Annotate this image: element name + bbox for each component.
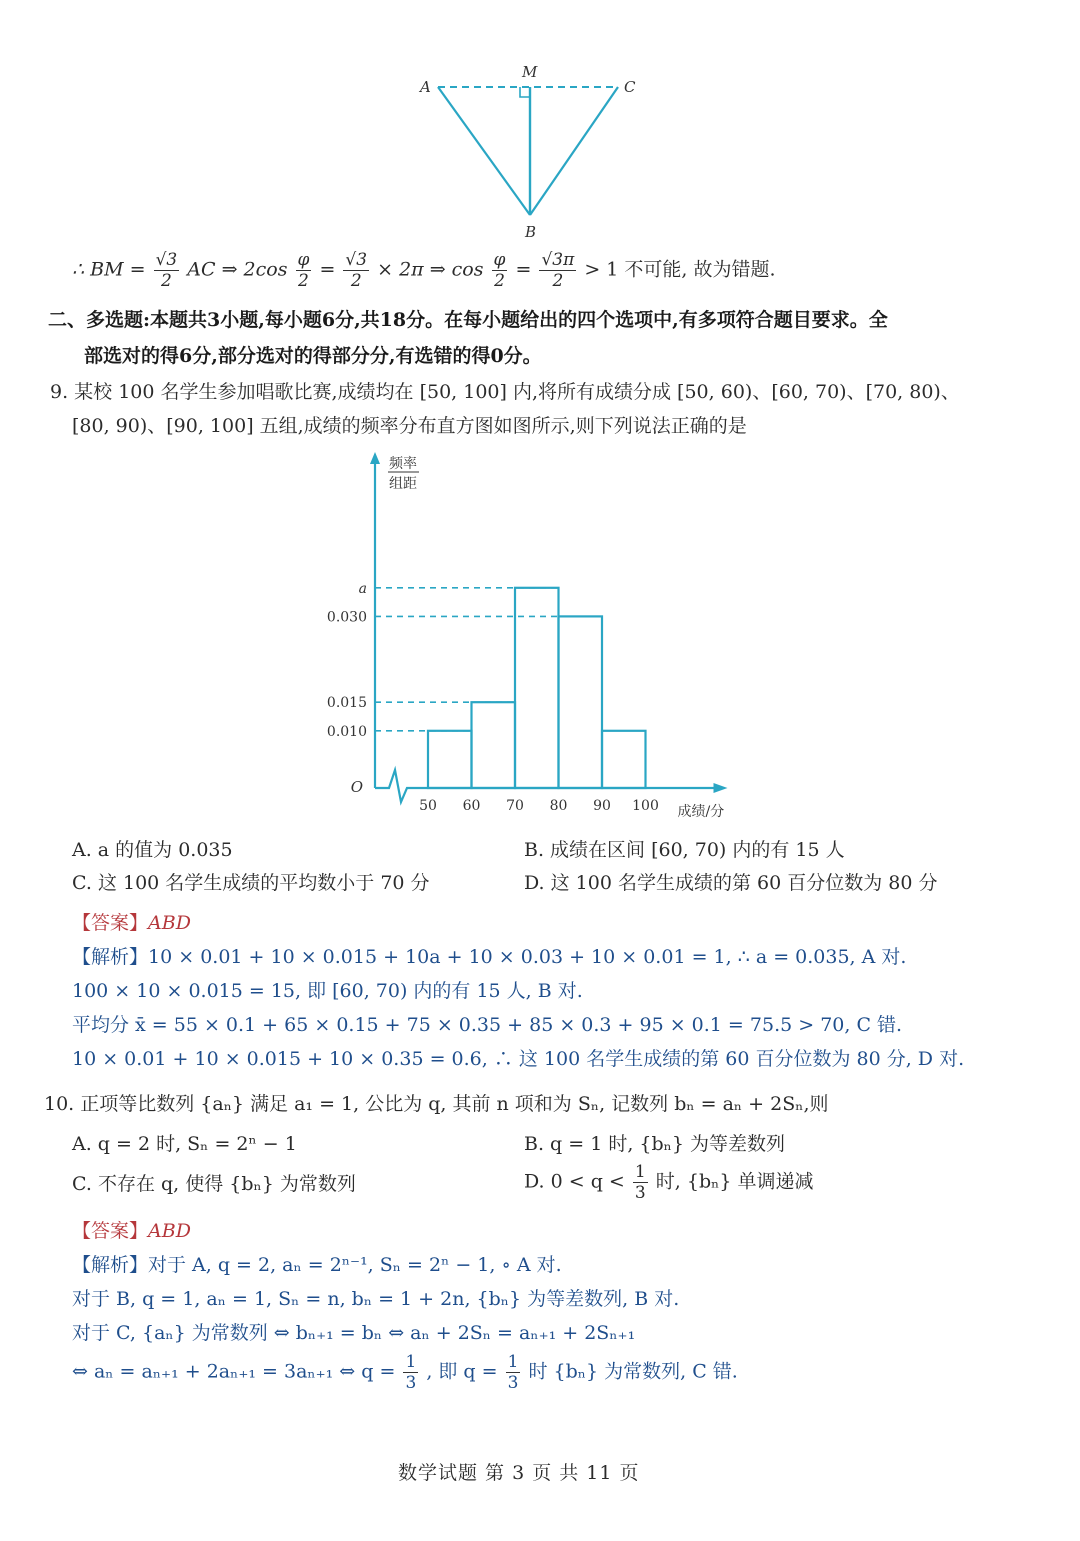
answer-value: ABD	[148, 912, 191, 934]
q9-analysis-1	[72, 943, 906, 971]
fraction-num: 1	[634, 1162, 646, 1182]
q9-answer	[72, 909, 191, 937]
x-tick-label: 60	[462, 798, 481, 814]
fraction	[492, 250, 508, 291]
q10-analysis-1	[72, 1251, 562, 1279]
fraction-den: 2	[160, 271, 172, 291]
section-heading-line2: 部选对的得6分,部分选对的得部分分,有选错的得0分。	[84, 345, 542, 367]
y-tick-label: a	[358, 580, 367, 597]
analysis-text: 时 {bₙ} 为常数列, C 错.	[528, 1360, 738, 1383]
q10-analysis-4	[72, 1352, 738, 1393]
fraction	[343, 250, 369, 291]
fraction-den: 2	[494, 271, 505, 291]
analysis-text: ⇔ aₙ = aₙ₊₁ + 2aₙ₊₁ = 3aₙ₊₁ ⇔ q =	[72, 1360, 396, 1383]
q9-option-c: C. 这 100 名学生成绩的平均数小于 70 分	[72, 872, 430, 894]
fraction-num: φ	[493, 250, 506, 270]
bm-formula-line	[72, 250, 776, 291]
histogram-bar	[428, 731, 472, 788]
analysis-label: 【解析】	[72, 1254, 149, 1276]
formula-text: > 1 不可能, 故为错题.	[584, 258, 776, 281]
fraction	[506, 1352, 521, 1393]
x-axis-label: 成绩/分	[677, 804, 725, 820]
fraction-num: φ	[297, 250, 310, 270]
triangle-figure	[400, 55, 660, 245]
y-axis-label-top: 频率	[389, 456, 417, 472]
formula-prefix: ∴ BM =	[72, 258, 146, 281]
histogram-bar	[515, 588, 559, 788]
q10-option-b: B. q = 1 时, {bₙ} 为等差数列	[524, 1133, 786, 1155]
x-tick-label: 100	[632, 798, 659, 814]
fraction	[403, 1352, 418, 1393]
fraction	[154, 250, 180, 291]
y-axis-arrow	[370, 452, 380, 464]
frequency-histogram	[310, 448, 750, 820]
q9-option-b: B. 成绩在区间 [60, 70) 内的有 15 人	[524, 839, 845, 861]
answer-label: 【答案】	[72, 1220, 149, 1242]
fraction-num: 1	[405, 1352, 417, 1372]
fraction-num: 1	[507, 1352, 519, 1372]
fraction-num: √3	[345, 250, 368, 270]
q10-option-a: A. q = 2 时, Sₙ = 2ⁿ − 1	[72, 1133, 297, 1155]
fraction	[633, 1162, 648, 1203]
answer-label: 【答案】	[72, 912, 149, 934]
fraction-den: 2	[298, 271, 309, 291]
page-footer: 数学试题 第 3 页 共 11 页	[398, 1462, 640, 1484]
x-tick-label: 80	[549, 798, 568, 814]
y-axis-label-bottom: 组距	[389, 476, 417, 492]
q9-analysis-4: 10 × 0.01 + 10 × 0.015 + 10 × 0.35 = 0.6, ∴ 这 100 名学生成绩的第 60 百分位数为 80 分, D 对.	[72, 1048, 965, 1070]
q9-option-d: D. 这 100 名学生成绩的第 60 百分位数为 80 分	[524, 872, 938, 894]
q9-option-a: A. a 的值为 0.035	[72, 839, 233, 861]
label-M: M	[522, 63, 538, 81]
y-tick-label: 0.030	[326, 609, 367, 626]
q10-analysis-3: 对于 C, {aₙ} 为常数列 ⇔ bₙ₊₁ = bₙ ⇔ aₙ + 2Sₙ = aₙ₊₁ + 2Sₙ₊₁	[72, 1322, 636, 1344]
analysis-label: 【解析】	[72, 946, 149, 968]
fraction-den: 3	[507, 1373, 519, 1393]
option-d-text: 时, {bₙ} 单调递减	[655, 1170, 814, 1193]
label-C: C	[624, 78, 636, 96]
ab-side	[438, 87, 530, 215]
fraction-num: √3	[155, 250, 178, 270]
formula-text: =	[319, 258, 336, 281]
x-tick-label: 70	[506, 798, 524, 814]
section-heading-line1: 二、多选题:本题共3小题,每小题6分,共18分。在每小题给出的四个选项中,有多项符合题目要求。全	[48, 309, 888, 331]
formula-text: =	[515, 258, 532, 281]
q10-answer	[72, 1217, 191, 1245]
fraction-den: 3	[405, 1373, 417, 1393]
y-tick-label: 0.010	[326, 723, 367, 740]
y-tick-label: 0.015	[326, 695, 367, 712]
fraction	[296, 250, 312, 291]
formula-text: × 2π ⇒ cos	[377, 258, 484, 281]
option-d-text: D. 0 < q <	[524, 1170, 625, 1193]
origin-label: O	[350, 778, 363, 796]
q9-analysis-3: 平均分 x̄ = 55 × 0.1 + 65 × 0.15 + 75 × 0.35 + 85 × 0.3 + 95 × 0.1 = 75.5 > 70, C 错.	[72, 1014, 903, 1036]
q9-stem-line2: [80, 90)、[90, 100] 五组,成绩的频率分布直方图如图所示,则下列说法正确的是	[72, 415, 747, 437]
fraction-den: 2	[350, 271, 362, 291]
histogram-bar	[472, 702, 516, 788]
histogram-bar	[602, 731, 646, 788]
analysis-text: , 即 q =	[426, 1360, 498, 1383]
analysis-text: 对于 A, q = 2, aₙ = 2ⁿ⁻¹, Sₙ = 2ⁿ − 1, ∘ A 对.	[148, 1254, 562, 1276]
answer-value: ABD	[148, 1220, 191, 1242]
q9-analysis-2: 100 × 10 × 0.015 = 15, 即 [60, 70) 内的有 15 人, B 对.	[72, 980, 583, 1002]
x-axis-arrow	[714, 783, 728, 793]
right-angle-mark	[520, 87, 530, 97]
q9-stem-line1: 9. 某校 100 名学生参加唱歌比赛,成绩均在 [50, 100] 内,将所有成绩分成 [50, 60)、[60, 70)、[70, 80)、	[50, 381, 960, 403]
label-A: A	[420, 78, 431, 96]
x-tick-label: 50	[419, 798, 437, 814]
formula-text: AC ⇒ 2cos	[187, 258, 288, 281]
q10-option-c: C. 不存在 q, 使得 {bₙ} 为常数列	[72, 1173, 356, 1195]
fraction-num: √3π	[541, 250, 575, 270]
x-tick-label: 90	[593, 798, 611, 814]
q10-analysis-2: 对于 B, q = 1, aₙ = 1, Sₙ = n, bₙ = 1 + 2n, {bₙ} 为等差数列, B 对.	[72, 1288, 680, 1310]
fraction	[539, 250, 576, 291]
cb-side	[530, 87, 618, 215]
fraction-den: 2	[552, 271, 564, 291]
q10-stem: 10. 正项等比数列 {aₙ} 满足 a₁ = 1, 公比为 q, 其前 n 项和为 Sₙ, 记数列 bₙ = aₙ + 2Sₙ,则	[44, 1093, 829, 1115]
q10-option-d	[524, 1162, 813, 1203]
fraction-den: 3	[634, 1183, 646, 1203]
histogram-bar	[559, 616, 603, 788]
label-B: B	[525, 223, 537, 241]
analysis-text: 10 × 0.01 + 10 × 0.015 + 10a + 10 × 0.03 + 10 × 0.01 = 1, ∴ a = 0.035, A 对.	[148, 946, 907, 968]
